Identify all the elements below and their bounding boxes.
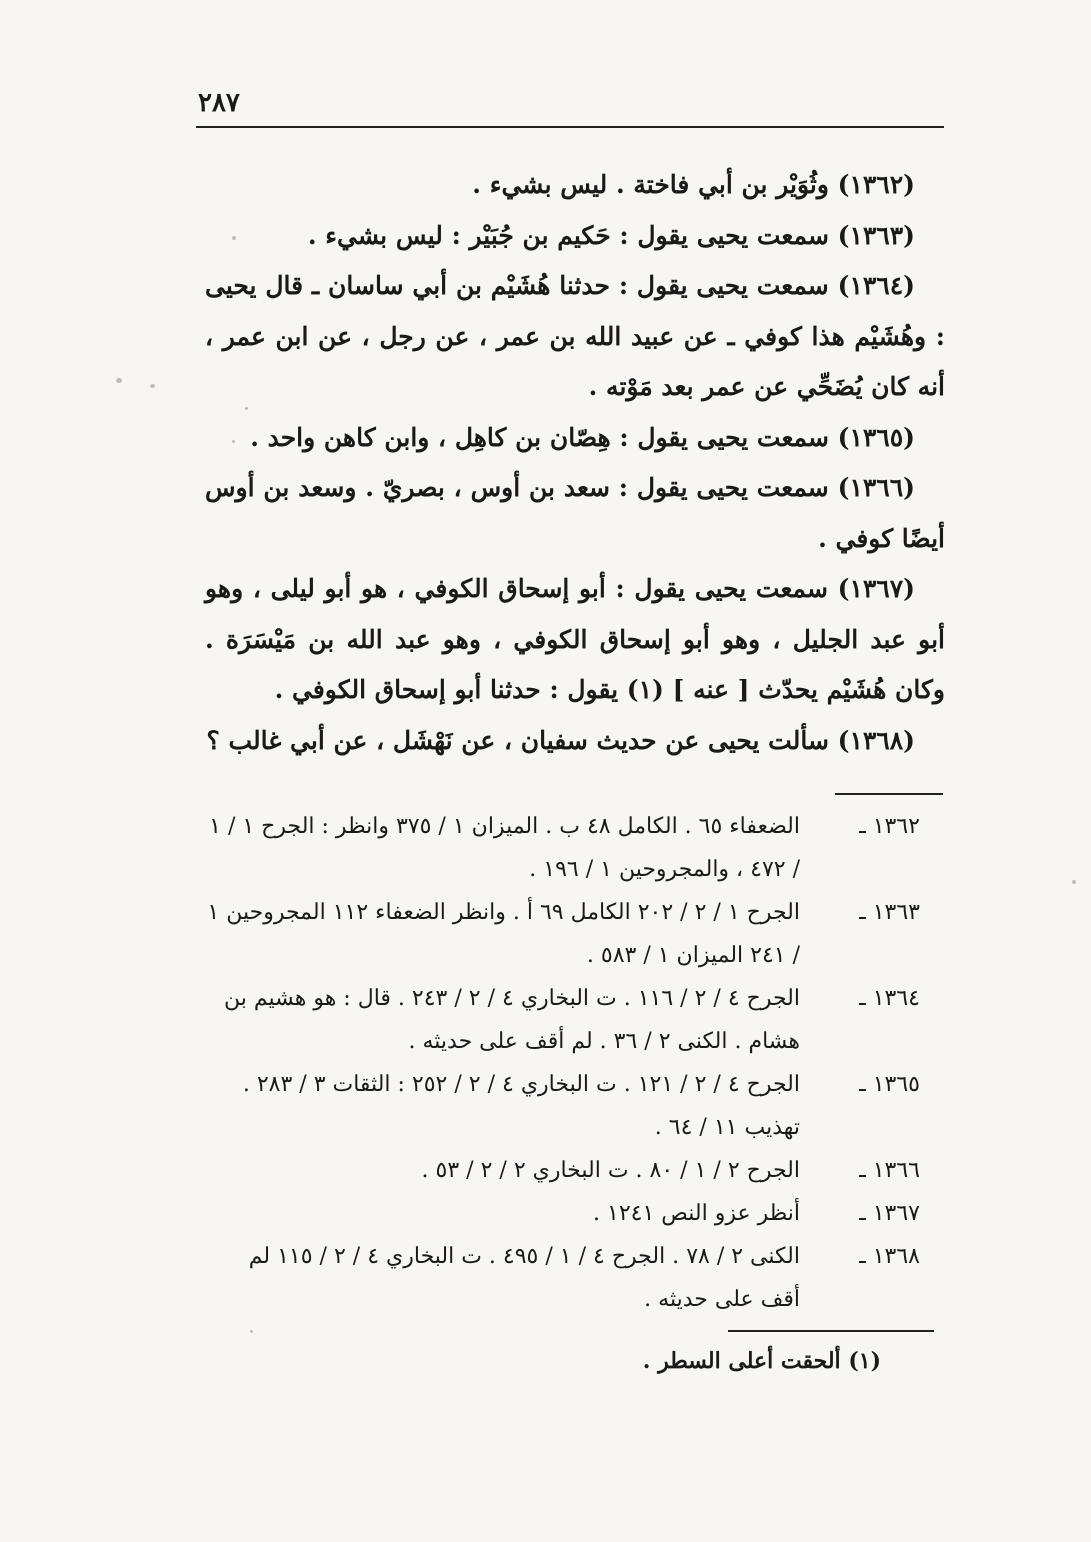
scan-speck — [232, 236, 236, 240]
note-text: الجرح ١ / ٢ / ٢٠٢ الكامل ٦٩ أ . وانظر الضعفاء ١١٢ المجروحين ١ / ٢٤١ الميزان ١ / ٥٨٣ . — [207, 900, 800, 968]
scan-speck — [245, 407, 248, 410]
main-text — [205, 160, 945, 766]
footnote-rule — [728, 1330, 934, 1332]
entry-1366: (١٣٦٦) سمعت يحيى يقول : سعد بن أوس ، بصريّ . وسعد بن أوس أيضًا كوفي . — [205, 473, 945, 553]
note-number: ١٣٦٨ ـ — [859, 1244, 920, 1269]
note-number: ١٣٦٣ ـ — [859, 900, 920, 925]
reference-notes — [205, 805, 920, 1321]
note-1365 — [205, 1063, 920, 1149]
note-1367 — [205, 1192, 920, 1235]
note-text: الكنى ٢ / ٧٨ . الجرح ٤ / ١ / ٤٩٥ . ت البخاري ٤ / ٢ / ١١٥ لم أقف على حديثه . — [248, 1244, 800, 1312]
note-number: ١٣٦٦ ـ — [859, 1158, 920, 1183]
note-number: ١٣٦٤ ـ — [859, 986, 920, 1011]
notes-rule — [835, 793, 943, 795]
note-number: ١٣٦٥ ـ — [859, 1072, 920, 1097]
note-1363 — [205, 891, 920, 977]
entry-1367: (١٣٦٧) سمعت يحيى يقول : أبو إسحاق الكوفي ، هو أبو ليلى ، وهو أبو عبد الجليل ، وهو أبو إسحاق الكوفي ، وهو عبد الله بن مَيْسَرَة . وكان هُشَيْم يحدّث [ عنه ] (١) يقول : حدثنا أبو إسحاق الكوفي . — [205, 574, 945, 704]
note-number: ١٣٦٢ ـ — [859, 814, 920, 839]
note-1362 — [205, 805, 920, 891]
note-text: أنظر عزو النص ١٢٤١ . — [593, 1201, 800, 1226]
entry-1364: (١٣٦٤) سمعت يحيى يقول : حدثنا هُشَيْم بن أبي ساسان ـ قال يحيى : وهُشَيْم هذا كوفي ـ عن عبيد الله بن عمر ، عن رجل ، عن ابن عمر ، أنه كان يُضَحِّي عن عمر بعد مَوْته . — [205, 271, 945, 401]
note-text: الجرح ٢ / ١ / ٨٠ . ت البخاري ٢ / ٢ / ٥٣ . — [421, 1158, 800, 1183]
scan-speck — [250, 1330, 253, 1333]
entry-1368: (١٣٦٨) سألت يحيى عن حديث سفيان ، عن نَهْشَل ، عن أبي غالب ؟ — [206, 725, 915, 755]
scan-speck — [1072, 880, 1076, 884]
page-number: ٢٨٧ — [198, 88, 240, 118]
scan-speck — [116, 378, 122, 383]
note-text: الضعفاء ٦٥ . الكامل ٤٨ ب . الميزان ١ / ٣٧٥ وانظر : الجرح ١ / ١ / ٤٧٢ ، والمجروحين ١ / ١٩٦ . — [209, 814, 800, 882]
scan-speck — [150, 384, 155, 388]
entry-1362: (١٣٦٢) وثُوَيْر بن أبي فاختة . ليس بشيء . — [472, 170, 915, 199]
header-rule — [196, 126, 944, 128]
footnote: (١) ألحقت أعلى السطر . — [642, 1348, 881, 1374]
note-1366 — [205, 1149, 920, 1192]
scan-speck — [232, 440, 235, 443]
entry-1363: (١٣٦٣) سمعت يحيى يقول : حَكيم بن جُبَيْر : ليس بشيء . — [307, 220, 915, 250]
note-text: الجرح ٤ / ٢ / ١١٦ . ت البخاري ٤ / ٢ / ٢٤٣ . قال : هو هشيم بن هشام . الكنى ٢ / ٣٦ . لم أقف على حديثه . — [223, 986, 800, 1054]
note-text: الجرح ٤ / ٢ / ١٢١ . ت البخاري ٤ / ٢ / ٢٥٢ : الثقات ٣ / ٢٨٣ . تهذيب ١١ / ٦٤ . — [242, 1072, 800, 1140]
entry-1365: (١٣٦٥) سمعت يحيى يقول : هِصّان بن كاهِل ، وابن كاهن واحد . — [250, 422, 915, 452]
note-number: ١٣٦٧ ـ — [859, 1201, 920, 1226]
note-1368 — [205, 1235, 920, 1321]
note-1364 — [205, 977, 920, 1063]
